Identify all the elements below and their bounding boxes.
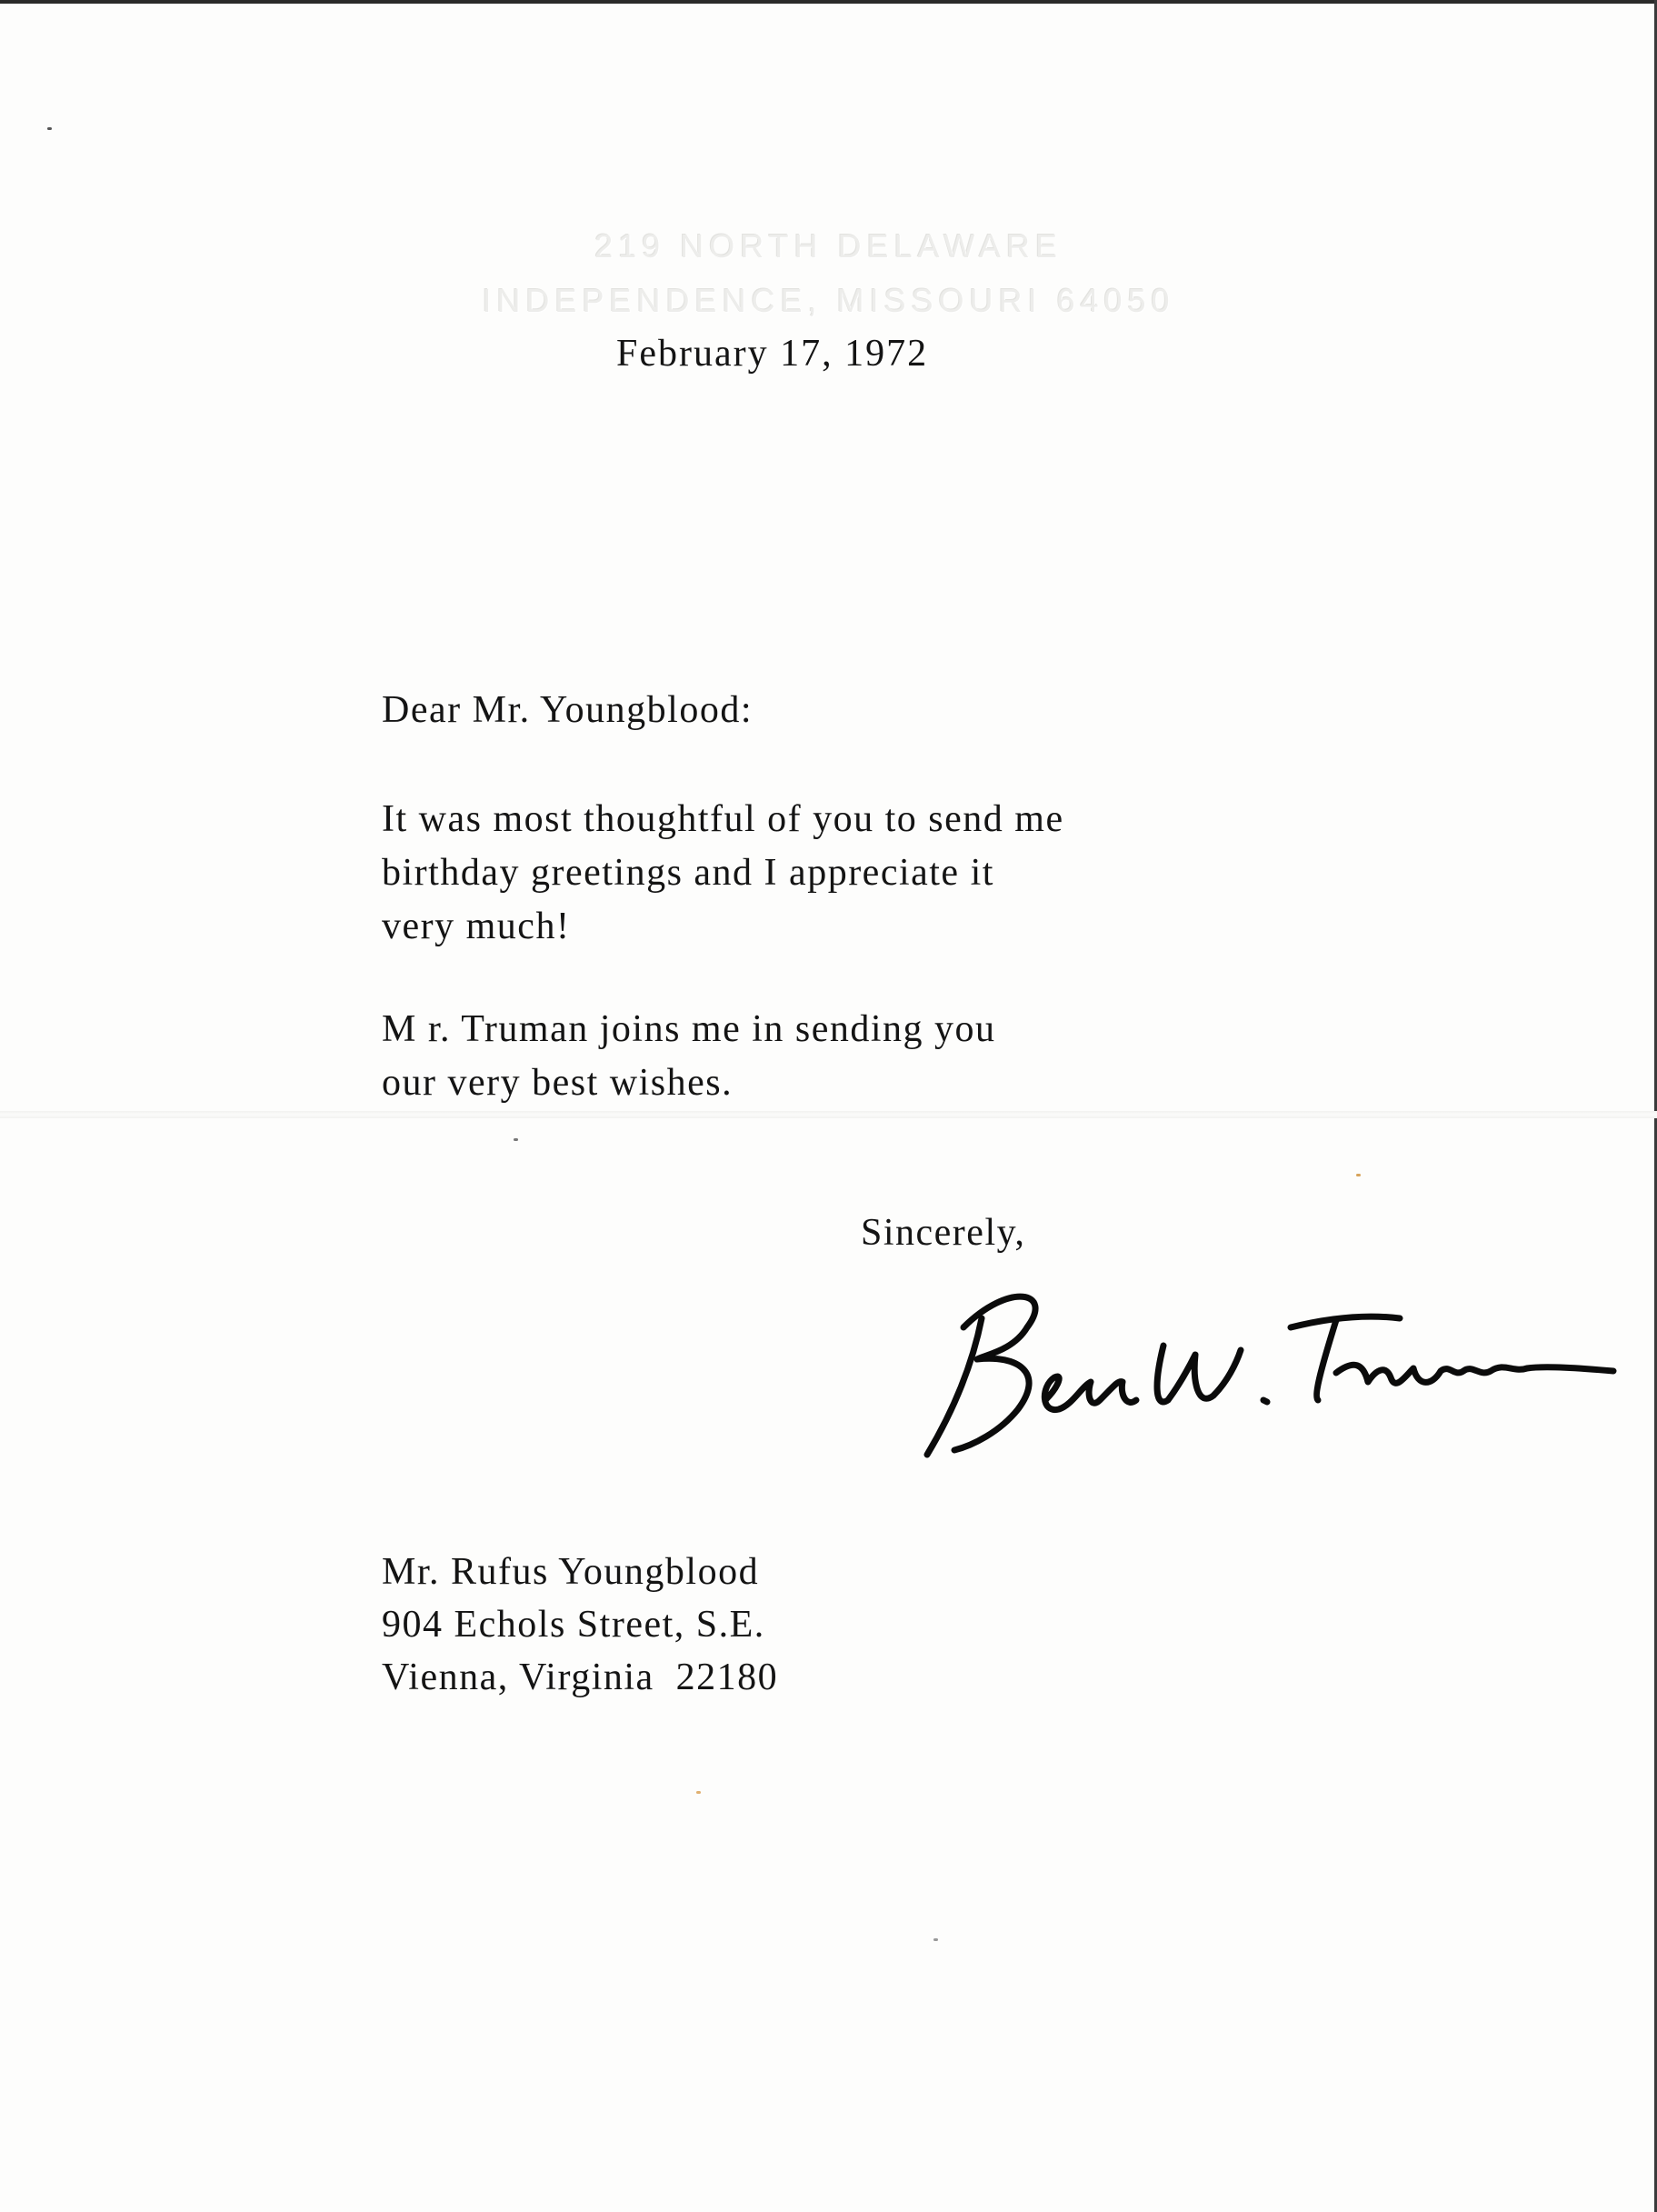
body-paragraph-2	[382, 1003, 1336, 1110]
scan-edge-top	[0, 0, 1657, 4]
paper-speck	[933, 1938, 938, 1941]
body-line: It was most thoughtful of you to send me	[382, 798, 1064, 840]
body-line: birthday greetings and I appreciate it	[382, 852, 994, 894]
body-line: M r. Truman joins me in sending you	[382, 1008, 996, 1050]
paper-speck	[514, 1138, 518, 1141]
body-line: our very best wishes.	[382, 1062, 734, 1104]
recipient-name: Mr. Rufus Youngblood	[382, 1551, 760, 1593]
recipient-street: 904 Echols Street, S.E.	[382, 1604, 765, 1646]
letterhead-city: INDEPENDENCE, MISSOURI 64050	[482, 282, 1175, 319]
body-paragraph-1	[382, 793, 1336, 954]
letter-date: February 17, 1972	[616, 333, 929, 375]
paper-speck	[696, 1791, 701, 1794]
recipient-city: Vienna, Virginia 22180	[382, 1656, 779, 1698]
letterhead-street: 219 NORTH DELAWARE	[594, 227, 1063, 265]
handwritten-signature-icon	[909, 1264, 1618, 1464]
paper-fold-line	[0, 1111, 1657, 1118]
salutation: Dear Mr. Youngblood:	[382, 689, 754, 731]
paper-speck	[1356, 1174, 1361, 1176]
recipient-address	[382, 1546, 778, 1704]
body-line: very much!	[382, 906, 571, 947]
closing: Sincerely,	[861, 1212, 1026, 1254]
paper-speck	[47, 127, 52, 130]
